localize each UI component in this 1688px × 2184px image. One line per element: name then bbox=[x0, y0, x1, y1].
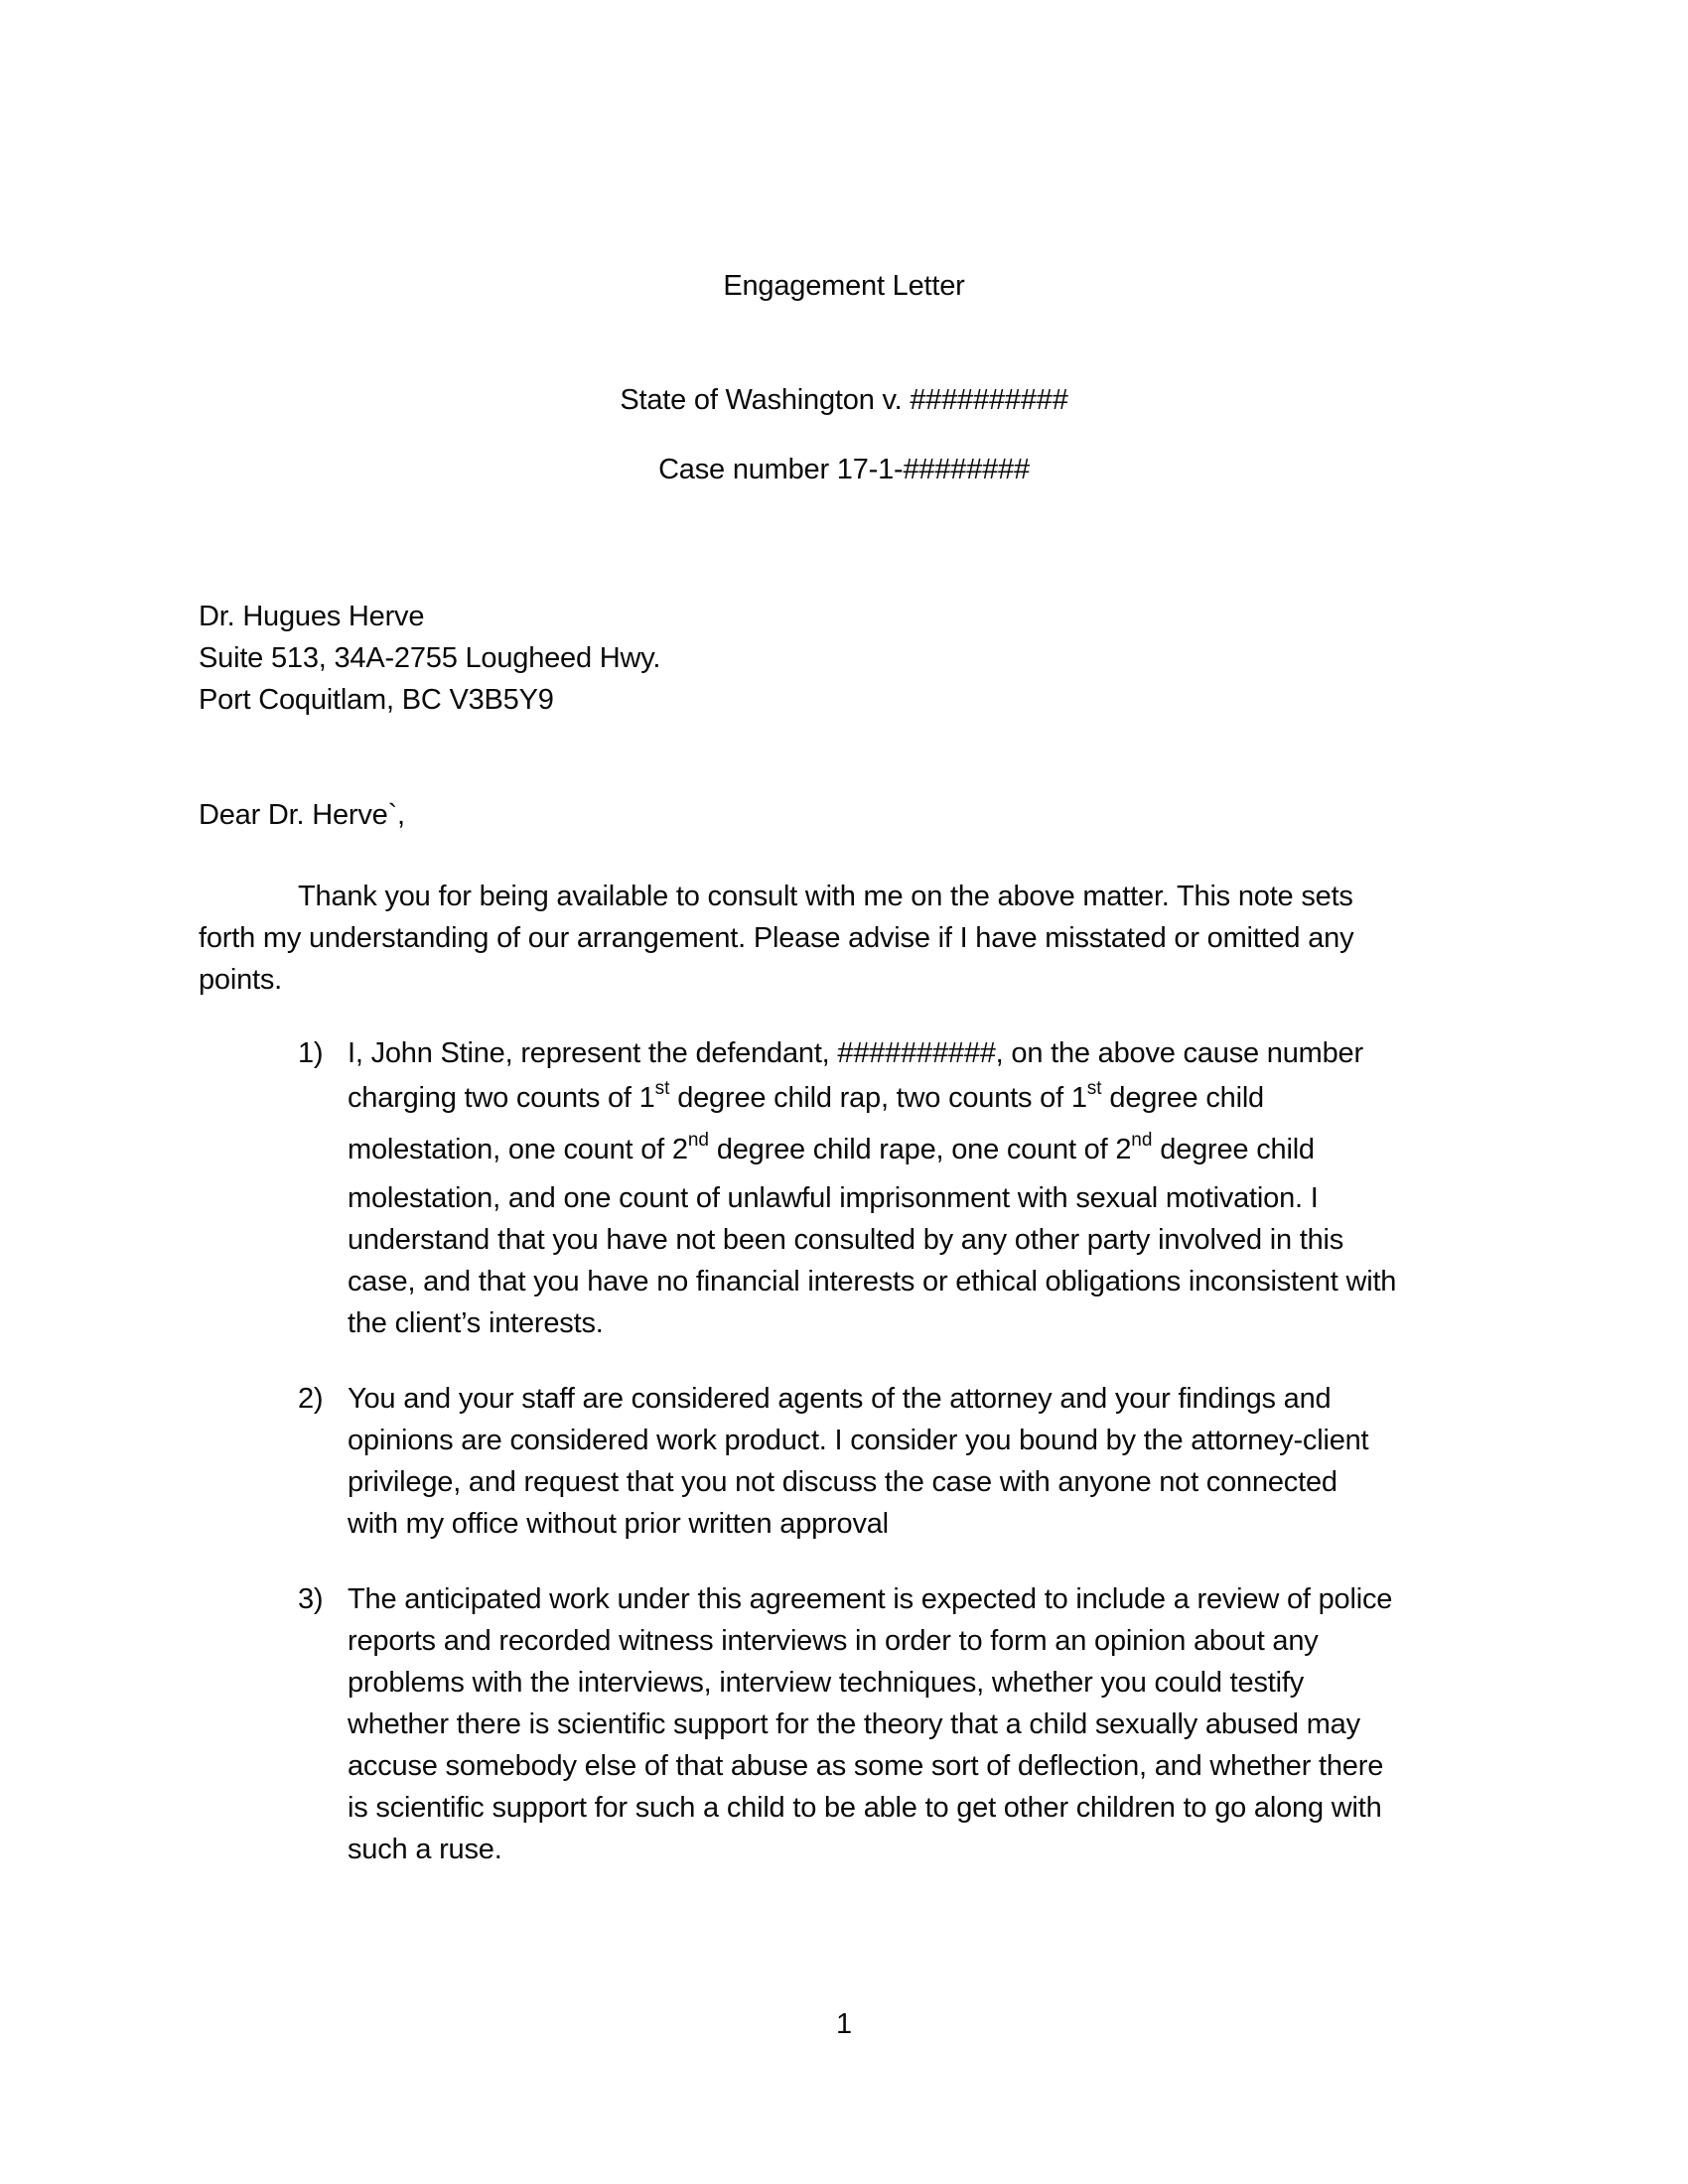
recipient-name: Dr. Hugues Herve bbox=[199, 601, 425, 632]
item-line: molestation, and one count of unlawful imprisonment with sexual motivation. I bbox=[348, 1182, 1319, 1214]
document-title: Engagement Letter bbox=[723, 270, 965, 302]
item-line: reports and recorded witness interviews in order to form an opinion about any bbox=[348, 1625, 1319, 1657]
item-number: 1) bbox=[298, 1037, 324, 1069]
intro-line: forth my understanding of our arrangement. Please advise if I have misstated or omitted any bbox=[199, 922, 1354, 954]
item-line: privilege, and request that you not discuss the case with anyone not connected bbox=[348, 1466, 1337, 1498]
item-line: I, John Stine, represent the defendant, ##########, on the above cause number bbox=[348, 1037, 1363, 1069]
item-number: 3) bbox=[298, 1583, 324, 1615]
item-line: the client’s interests. bbox=[348, 1307, 604, 1339]
case-number: Case number 17-1-######## bbox=[658, 454, 1030, 485]
item-line: opinions are considered work product. I consider you bound by the attorney-client bbox=[348, 1425, 1369, 1456]
recipient-city: Port Coquitlam, BC V3B5Y9 bbox=[199, 684, 554, 716]
numbered-item-1 bbox=[298, 1032, 1489, 1344]
item-number: 2) bbox=[298, 1383, 324, 1415]
item-line: with my office without prior written approval bbox=[348, 1508, 889, 1540]
item-line: molestation, one count of 2nd degree child rape, one count of 2nd degree child bbox=[348, 1130, 1315, 1165]
item-line: whether there is scientific support for the theory that a child sexually abused may bbox=[348, 1708, 1360, 1740]
ordinal-superscript: st bbox=[654, 1078, 670, 1099]
item-line: You and your staff are considered agents of the attorney and your findings and bbox=[348, 1383, 1332, 1415]
ordinal-superscript: nd bbox=[687, 1130, 709, 1151]
item-line: such a ruse. bbox=[348, 1834, 502, 1865]
item-line: case, and that you have no financial interests or ethical obligations inconsistent with bbox=[348, 1266, 1397, 1297]
page-number: 1 bbox=[836, 2008, 852, 2040]
ordinal-superscript: st bbox=[1086, 1078, 1102, 1099]
item-line: The anticipated work under this agreement is expected to include a review of police bbox=[348, 1583, 1393, 1615]
ordinal-superscript: nd bbox=[1131, 1130, 1153, 1151]
item-line: understand that you have not been consulted by any other party involved in this bbox=[348, 1224, 1344, 1256]
item-line: is scientific support for such a child to be able to get other children to go along with bbox=[348, 1792, 1382, 1824]
numbered-item-2 bbox=[298, 1378, 1489, 1545]
numbered-item-3 bbox=[298, 1578, 1489, 1870]
salutation: Dear Dr. Herve`, bbox=[199, 799, 405, 831]
intro-line: Thank you for being available to consult with me on the above matter. This note sets bbox=[298, 881, 1353, 912]
item-line: problems with the interviews, interview techniques, whether you could testify bbox=[348, 1667, 1305, 1699]
item-line: charging two counts of 1st degree child rap, two counts of 1st degree child bbox=[348, 1078, 1264, 1114]
recipient-street: Suite 513, 34A-2755 Lougheed Hwy. bbox=[199, 642, 661, 674]
case-caption: State of Washington v. ########## bbox=[620, 384, 1068, 416]
recipient-address-block bbox=[199, 596, 1489, 721]
intro-paragraph bbox=[199, 876, 1489, 1001]
intro-line: points. bbox=[199, 964, 283, 996]
item-line: accuse somebody else of that abuse as some sort of deflection, and whether there bbox=[348, 1750, 1384, 1782]
